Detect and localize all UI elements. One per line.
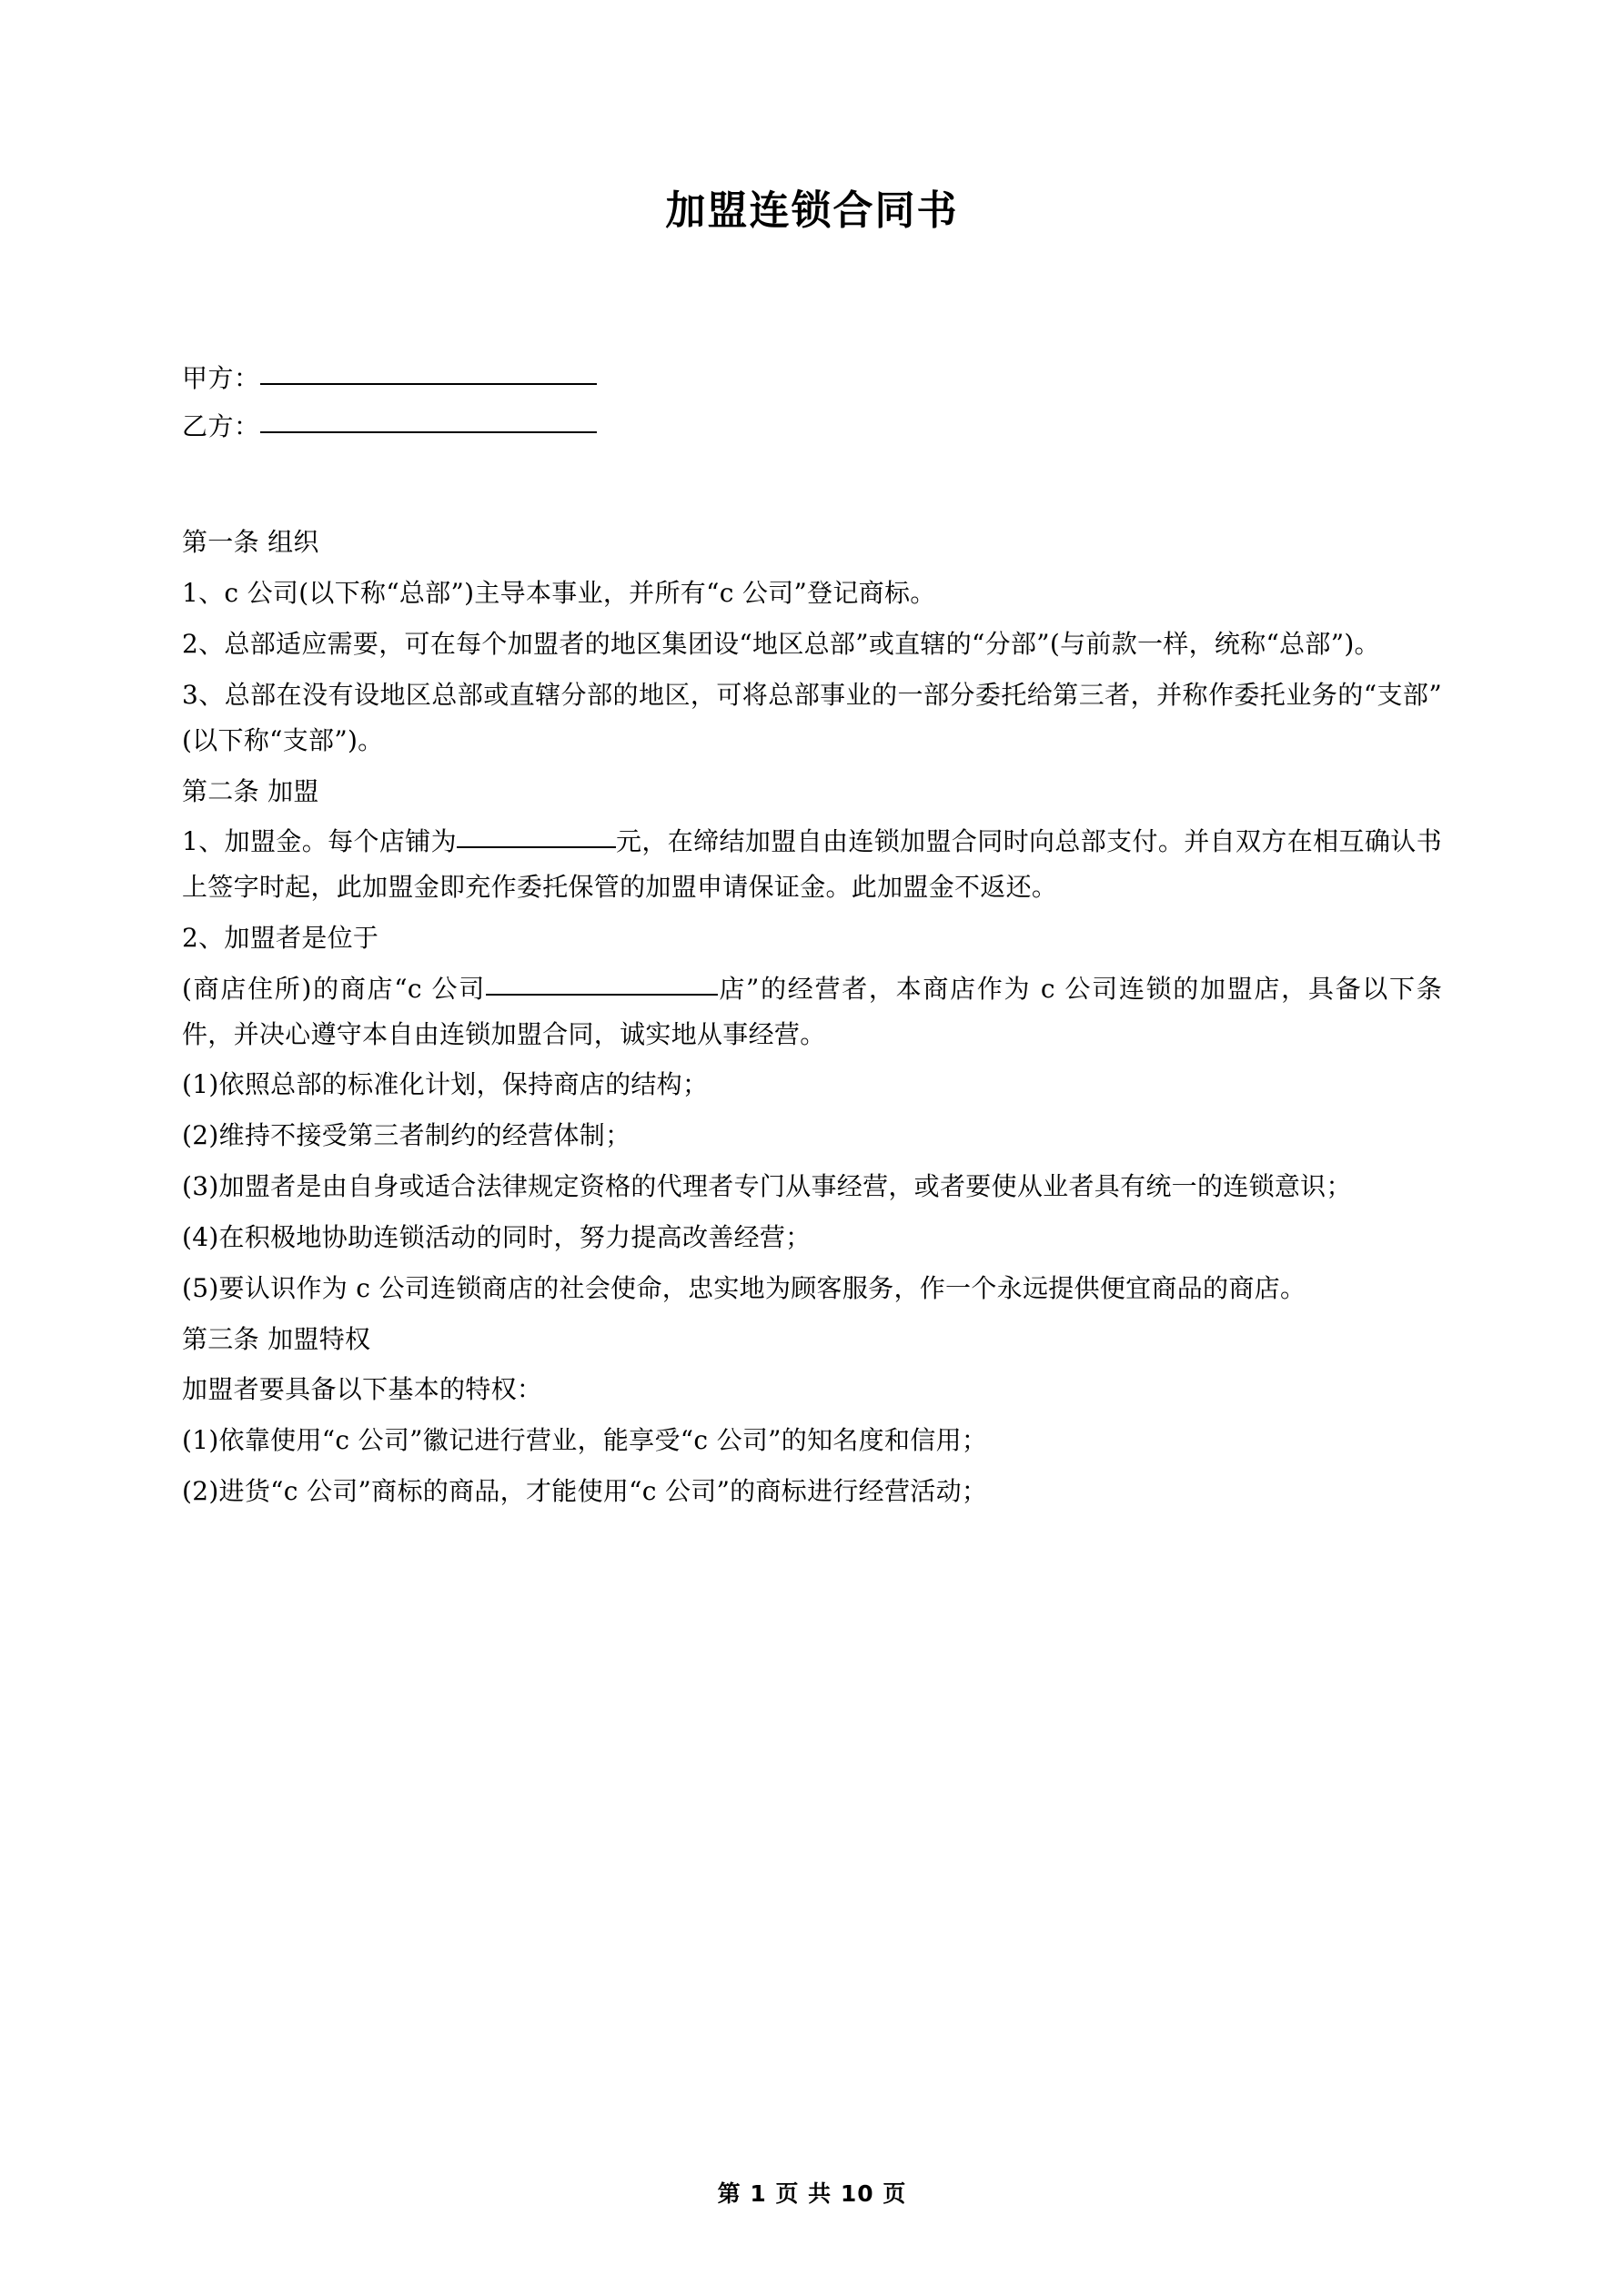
party-label-yi: 乙方： <box>182 411 260 442</box>
section-2-paragraph-5: (2)维持不接受第三者制约的经营体制； <box>182 1120 631 1151</box>
party-blank-jia[interactable] <box>260 383 597 385</box>
party-line-yi <box>182 402 1442 450</box>
section-heading-2: 第二条 加盟 <box>182 775 319 806</box>
party-blank-yi[interactable] <box>260 431 597 433</box>
section-2-paragraph-8: (5)要认识作为 c 公司连锁商店的社会使命，忠实地为顾客服务，作一个永远提供便宜商品的商店。 <box>182 1272 1306 1303</box>
section-2-paragraph-6: (3)加盟者是由自身或适合法律规定资格的代理者专门从事经营，或者要使从业者具有统一的连锁意识； <box>182 1171 1352 1202</box>
section-heading-3: 第三条 加盟特权 <box>182 1323 371 1354</box>
party-block <box>182 354 1442 450</box>
section-3-paragraph-3: (2)进货“c 公司”商标的商品，才能使用“c 公司”的商标进行经营活动； <box>182 1476 988 1507</box>
section-2-paragraph-7: (4)在积极地协助连锁活动的同时，努力提高改善经营； <box>182 1221 812 1252</box>
section-heading-1: 第一条 组织 <box>182 527 319 558</box>
section-2-paragraph-3: (商店住所)的商店“c 公司 店”的经营者，本商店作为 c 公司连锁的加盟店，具备以下条件，并决心遵守本自由连锁加盟合同，诚实地从事经营。 <box>182 973 1443 1049</box>
store-name-blank[interactable] <box>486 994 718 996</box>
section-2-paragraph-4: (1)依照总部的标准化计划，保持商店的结构； <box>182 1069 709 1100</box>
document-body <box>182 520 1442 1514</box>
section-3-paragraph-2: (1)依靠使用“c 公司”徽记进行营业，能享受“c 公司”的知名度和信用； <box>182 1425 988 1456</box>
fee-amount-blank[interactable] <box>457 846 616 848</box>
section-2-paragraph-2: 2、加盟者是位于 <box>182 923 379 953</box>
party-label-jia: 甲方： <box>182 363 260 393</box>
party-line-jia <box>182 354 1442 402</box>
page-footer: 第 1 页 共 10 页 <box>717 2180 907 2207</box>
section-2-paragraph-1: 1、加盟金。每个店铺为 元，在缔结加盟自由连锁加盟合同时向总部支付。并自双方在相互确认书上签字时起，此加盟金即充作委托保管的加盟申请保证金。此加盟金不返还。 <box>182 826 1442 903</box>
section-3-paragraph-1: 加盟者要具备以下基本的特权： <box>182 1374 543 1405</box>
section-1-paragraph-1: 1、c 公司(以下称“总部”)主导本事业，并所有“c 公司”登记商标。 <box>182 578 936 609</box>
section-1-paragraph-2: 2、总部适应需要，可在每个加盟者的地区集团设“地区总部”或直辖的“分部”(与前款一样，统称“总部”)。 <box>182 629 1380 660</box>
page-title: 加盟连锁合同书 <box>665 187 959 234</box>
section-1-paragraph-3: 3、总部在没有设地区总部或直辖分部的地区，可将总部事业的一部分委托给第三者，并称作委托业务的“支部”(以下称“支部”)。 <box>182 679 1442 755</box>
